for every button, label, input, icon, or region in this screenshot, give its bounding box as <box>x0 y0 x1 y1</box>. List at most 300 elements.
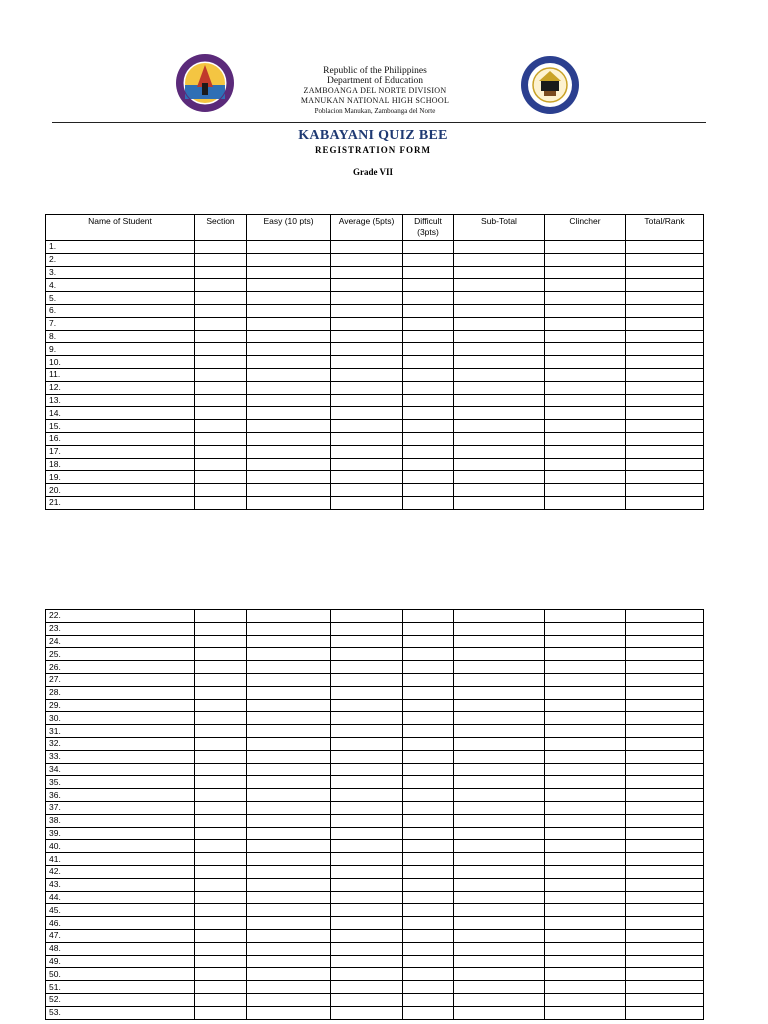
clincher-cell[interactable] <box>545 840 626 853</box>
easy-cell[interactable] <box>247 968 331 981</box>
difficult-cell[interactable] <box>403 981 454 994</box>
subtotal-cell[interactable] <box>454 610 545 623</box>
difficult-cell[interactable] <box>403 458 454 471</box>
average-cell[interactable] <box>331 840 403 853</box>
total-rank-cell[interactable] <box>626 458 704 471</box>
clincher-cell[interactable] <box>545 955 626 968</box>
clincher-cell[interactable] <box>545 1006 626 1019</box>
section-cell[interactable] <box>195 827 247 840</box>
average-cell[interactable] <box>331 622 403 635</box>
total-rank-cell[interactable] <box>626 712 704 725</box>
clincher-cell[interactable] <box>545 445 626 458</box>
clincher-cell[interactable] <box>545 981 626 994</box>
easy-cell[interactable] <box>247 853 331 866</box>
section-cell[interactable] <box>195 279 247 292</box>
total-rank-cell[interactable] <box>626 1006 704 1019</box>
difficult-cell[interactable] <box>403 279 454 292</box>
clincher-cell[interactable] <box>545 865 626 878</box>
difficult-cell[interactable] <box>403 763 454 776</box>
difficult-cell[interactable] <box>403 471 454 484</box>
easy-cell[interactable] <box>247 801 331 814</box>
section-cell[interactable] <box>195 699 247 712</box>
section-cell[interactable] <box>195 814 247 827</box>
subtotal-cell[interactable] <box>454 673 545 686</box>
average-cell[interactable] <box>331 878 403 891</box>
subtotal-cell[interactable] <box>454 648 545 661</box>
section-cell[interactable] <box>195 330 247 343</box>
difficult-cell[interactable] <box>403 750 454 763</box>
average-cell[interactable] <box>331 458 403 471</box>
difficult-cell[interactable] <box>403 420 454 433</box>
section-cell[interactable] <box>195 317 247 330</box>
subtotal-cell[interactable] <box>454 1006 545 1019</box>
easy-cell[interactable] <box>247 394 331 407</box>
difficult-cell[interactable] <box>403 381 454 394</box>
difficult-cell[interactable] <box>403 917 454 930</box>
row-number[interactable]: 46. <box>46 917 195 930</box>
difficult-cell[interactable] <box>403 317 454 330</box>
clincher-cell[interactable] <box>545 929 626 942</box>
row-number[interactable]: 18. <box>46 458 195 471</box>
easy-cell[interactable] <box>247 407 331 420</box>
difficult-cell[interactable] <box>403 622 454 635</box>
total-rank-cell[interactable] <box>626 368 704 381</box>
subtotal-cell[interactable] <box>454 853 545 866</box>
easy-cell[interactable] <box>247 993 331 1006</box>
subtotal-cell[interactable] <box>454 356 545 369</box>
easy-cell[interactable] <box>247 471 331 484</box>
clincher-cell[interactable] <box>545 712 626 725</box>
clincher-cell[interactable] <box>545 304 626 317</box>
easy-cell[interactable] <box>247 343 331 356</box>
easy-cell[interactable] <box>247 458 331 471</box>
total-rank-cell[interactable] <box>626 279 704 292</box>
clincher-cell[interactable] <box>545 750 626 763</box>
row-number[interactable]: 24. <box>46 635 195 648</box>
easy-cell[interactable] <box>247 304 331 317</box>
clincher-cell[interactable] <box>545 891 626 904</box>
average-cell[interactable] <box>331 471 403 484</box>
average-cell[interactable] <box>331 776 403 789</box>
subtotal-cell[interactable] <box>454 445 545 458</box>
average-cell[interactable] <box>331 968 403 981</box>
subtotal-cell[interactable] <box>454 865 545 878</box>
easy-cell[interactable] <box>247 686 331 699</box>
average-cell[interactable] <box>331 266 403 279</box>
difficult-cell[interactable] <box>403 725 454 738</box>
subtotal-cell[interactable] <box>454 266 545 279</box>
clincher-cell[interactable] <box>545 776 626 789</box>
clincher-cell[interactable] <box>545 737 626 750</box>
easy-cell[interactable] <box>247 420 331 433</box>
section-cell[interactable] <box>195 458 247 471</box>
average-cell[interactable] <box>331 279 403 292</box>
average-cell[interactable] <box>331 750 403 763</box>
clincher-cell[interactable] <box>545 458 626 471</box>
section-cell[interactable] <box>195 648 247 661</box>
clincher-cell[interactable] <box>545 801 626 814</box>
average-cell[interactable] <box>331 789 403 802</box>
section-cell[interactable] <box>195 610 247 623</box>
difficult-cell[interactable] <box>403 840 454 853</box>
clincher-cell[interactable] <box>545 699 626 712</box>
total-rank-cell[interactable] <box>626 853 704 866</box>
row-number[interactable]: 22. <box>46 610 195 623</box>
average-cell[interactable] <box>331 368 403 381</box>
section-cell[interactable] <box>195 981 247 994</box>
total-rank-cell[interactable] <box>626 968 704 981</box>
total-rank-cell[interactable] <box>626 699 704 712</box>
easy-cell[interactable] <box>247 622 331 635</box>
difficult-cell[interactable] <box>403 304 454 317</box>
subtotal-cell[interactable] <box>454 814 545 827</box>
easy-cell[interactable] <box>247 827 331 840</box>
total-rank-cell[interactable] <box>626 917 704 930</box>
clincher-cell[interactable] <box>545 368 626 381</box>
clincher-cell[interactable] <box>545 993 626 1006</box>
total-rank-cell[interactable] <box>626 496 704 509</box>
total-rank-cell[interactable] <box>626 420 704 433</box>
clincher-cell[interactable] <box>545 407 626 420</box>
section-cell[interactable] <box>195 304 247 317</box>
clincher-cell[interactable] <box>545 789 626 802</box>
subtotal-cell[interactable] <box>454 955 545 968</box>
subtotal-cell[interactable] <box>454 750 545 763</box>
section-cell[interactable] <box>195 904 247 917</box>
total-rank-cell[interactable] <box>626 750 704 763</box>
average-cell[interactable] <box>331 343 403 356</box>
difficult-cell[interactable] <box>403 610 454 623</box>
total-rank-cell[interactable] <box>626 253 704 266</box>
easy-cell[interactable] <box>247 496 331 509</box>
total-rank-cell[interactable] <box>626 904 704 917</box>
average-cell[interactable] <box>331 635 403 648</box>
section-cell[interactable] <box>195 407 247 420</box>
section-cell[interactable] <box>195 968 247 981</box>
clincher-cell[interactable] <box>545 394 626 407</box>
subtotal-cell[interactable] <box>454 712 545 725</box>
row-number[interactable]: 43. <box>46 878 195 891</box>
clincher-cell[interactable] <box>545 635 626 648</box>
difficult-cell[interactable] <box>403 904 454 917</box>
subtotal-cell[interactable] <box>454 840 545 853</box>
total-rank-cell[interactable] <box>626 801 704 814</box>
easy-cell[interactable] <box>247 635 331 648</box>
easy-cell[interactable] <box>247 929 331 942</box>
average-cell[interactable] <box>331 304 403 317</box>
row-number[interactable]: 11. <box>46 368 195 381</box>
subtotal-cell[interactable] <box>454 394 545 407</box>
average-cell[interactable] <box>331 801 403 814</box>
difficult-cell[interactable] <box>403 356 454 369</box>
clincher-cell[interactable] <box>545 343 626 356</box>
easy-cell[interactable] <box>247 445 331 458</box>
easy-cell[interactable] <box>247 292 331 305</box>
easy-cell[interactable] <box>247 955 331 968</box>
row-number[interactable]: 48. <box>46 942 195 955</box>
clincher-cell[interactable] <box>545 253 626 266</box>
subtotal-cell[interactable] <box>454 737 545 750</box>
average-cell[interactable] <box>331 712 403 725</box>
section-cell[interactable] <box>195 673 247 686</box>
clincher-cell[interactable] <box>545 917 626 930</box>
row-number[interactable]: 40. <box>46 840 195 853</box>
easy-cell[interactable] <box>247 776 331 789</box>
clincher-cell[interactable] <box>545 686 626 699</box>
easy-cell[interactable] <box>247 253 331 266</box>
average-cell[interactable] <box>331 330 403 343</box>
subtotal-cell[interactable] <box>454 878 545 891</box>
difficult-cell[interactable] <box>403 253 454 266</box>
difficult-cell[interactable] <box>403 865 454 878</box>
subtotal-cell[interactable] <box>454 304 545 317</box>
difficult-cell[interactable] <box>403 993 454 1006</box>
difficult-cell[interactable] <box>403 942 454 955</box>
subtotal-cell[interactable] <box>454 929 545 942</box>
difficult-cell[interactable] <box>403 496 454 509</box>
average-cell[interactable] <box>331 686 403 699</box>
average-cell[interactable] <box>331 981 403 994</box>
total-rank-cell[interactable] <box>626 432 704 445</box>
section-cell[interactable] <box>195 789 247 802</box>
total-rank-cell[interactable] <box>626 635 704 648</box>
total-rank-cell[interactable] <box>626 381 704 394</box>
section-cell[interactable] <box>195 622 247 635</box>
clincher-cell[interactable] <box>545 471 626 484</box>
average-cell[interactable] <box>331 955 403 968</box>
easy-cell[interactable] <box>247 981 331 994</box>
difficult-cell[interactable] <box>403 814 454 827</box>
average-cell[interactable] <box>331 661 403 674</box>
easy-cell[interactable] <box>247 330 331 343</box>
difficult-cell[interactable] <box>403 827 454 840</box>
total-rank-cell[interactable] <box>626 840 704 853</box>
total-rank-cell[interactable] <box>626 484 704 497</box>
row-number[interactable]: 9. <box>46 343 195 356</box>
section-cell[interactable] <box>195 292 247 305</box>
total-rank-cell[interactable] <box>626 407 704 420</box>
average-cell[interactable] <box>331 725 403 738</box>
clincher-cell[interactable] <box>545 763 626 776</box>
subtotal-cell[interactable] <box>454 292 545 305</box>
row-number[interactable]: 39. <box>46 827 195 840</box>
total-rank-cell[interactable] <box>626 686 704 699</box>
section-cell[interactable] <box>195 496 247 509</box>
row-number[interactable]: 50. <box>46 968 195 981</box>
total-rank-cell[interactable] <box>626 292 704 305</box>
difficult-cell[interactable] <box>403 635 454 648</box>
difficult-cell[interactable] <box>403 878 454 891</box>
total-rank-cell[interactable] <box>626 814 704 827</box>
total-rank-cell[interactable] <box>626 827 704 840</box>
row-number[interactable]: 36. <box>46 789 195 802</box>
easy-cell[interactable] <box>247 610 331 623</box>
average-cell[interactable] <box>331 648 403 661</box>
row-number[interactable]: 33. <box>46 750 195 763</box>
average-cell[interactable] <box>331 432 403 445</box>
difficult-cell[interactable] <box>403 853 454 866</box>
easy-cell[interactable] <box>247 942 331 955</box>
clincher-cell[interactable] <box>545 381 626 394</box>
section-cell[interactable] <box>195 737 247 750</box>
easy-cell[interactable] <box>247 279 331 292</box>
row-number[interactable]: 45. <box>46 904 195 917</box>
easy-cell[interactable] <box>247 712 331 725</box>
row-number[interactable]: 31. <box>46 725 195 738</box>
subtotal-cell[interactable] <box>454 420 545 433</box>
difficult-cell[interactable] <box>403 712 454 725</box>
clincher-cell[interactable] <box>545 725 626 738</box>
total-rank-cell[interactable] <box>626 955 704 968</box>
row-number[interactable]: 6. <box>46 304 195 317</box>
difficult-cell[interactable] <box>403 484 454 497</box>
average-cell[interactable] <box>331 356 403 369</box>
easy-cell[interactable] <box>247 750 331 763</box>
row-number[interactable]: 29. <box>46 699 195 712</box>
section-cell[interactable] <box>195 343 247 356</box>
easy-cell[interactable] <box>247 737 331 750</box>
difficult-cell[interactable] <box>403 266 454 279</box>
section-cell[interactable] <box>195 750 247 763</box>
subtotal-cell[interactable] <box>454 317 545 330</box>
difficult-cell[interactable] <box>403 1006 454 1019</box>
total-rank-cell[interactable] <box>626 317 704 330</box>
easy-cell[interactable] <box>247 814 331 827</box>
average-cell[interactable] <box>331 673 403 686</box>
easy-cell[interactable] <box>247 865 331 878</box>
easy-cell[interactable] <box>247 317 331 330</box>
subtotal-cell[interactable] <box>454 241 545 254</box>
average-cell[interactable] <box>331 865 403 878</box>
difficult-cell[interactable] <box>403 673 454 686</box>
difficult-cell[interactable] <box>403 368 454 381</box>
easy-cell[interactable] <box>247 266 331 279</box>
subtotal-cell[interactable] <box>454 917 545 930</box>
difficult-cell[interactable] <box>403 445 454 458</box>
difficult-cell[interactable] <box>403 407 454 420</box>
easy-cell[interactable] <box>247 699 331 712</box>
clincher-cell[interactable] <box>545 673 626 686</box>
difficult-cell[interactable] <box>403 343 454 356</box>
difficult-cell[interactable] <box>403 699 454 712</box>
clincher-cell[interactable] <box>545 878 626 891</box>
difficult-cell[interactable] <box>403 330 454 343</box>
clincher-cell[interactable] <box>545 420 626 433</box>
clincher-cell[interactable] <box>545 292 626 305</box>
section-cell[interactable] <box>195 712 247 725</box>
total-rank-cell[interactable] <box>626 445 704 458</box>
difficult-cell[interactable] <box>403 776 454 789</box>
difficult-cell[interactable] <box>403 241 454 254</box>
section-cell[interactable] <box>195 763 247 776</box>
subtotal-cell[interactable] <box>454 279 545 292</box>
difficult-cell[interactable] <box>403 801 454 814</box>
easy-cell[interactable] <box>247 725 331 738</box>
total-rank-cell[interactable] <box>626 865 704 878</box>
clincher-cell[interactable] <box>545 279 626 292</box>
clincher-cell[interactable] <box>545 241 626 254</box>
row-number[interactable]: 5. <box>46 292 195 305</box>
average-cell[interactable] <box>331 496 403 509</box>
average-cell[interactable] <box>331 917 403 930</box>
clincher-cell[interactable] <box>545 942 626 955</box>
section-cell[interactable] <box>195 725 247 738</box>
subtotal-cell[interactable] <box>454 484 545 497</box>
subtotal-cell[interactable] <box>454 686 545 699</box>
row-number[interactable]: 14. <box>46 407 195 420</box>
total-rank-cell[interactable] <box>626 789 704 802</box>
average-cell[interactable] <box>331 853 403 866</box>
row-number[interactable]: 27. <box>46 673 195 686</box>
total-rank-cell[interactable] <box>626 330 704 343</box>
difficult-cell[interactable] <box>403 432 454 445</box>
subtotal-cell[interactable] <box>454 330 545 343</box>
row-number[interactable]: 10. <box>46 356 195 369</box>
row-number[interactable]: 13. <box>46 394 195 407</box>
average-cell[interactable] <box>331 814 403 827</box>
total-rank-cell[interactable] <box>626 661 704 674</box>
total-rank-cell[interactable] <box>626 610 704 623</box>
clincher-cell[interactable] <box>545 853 626 866</box>
average-cell[interactable] <box>331 407 403 420</box>
difficult-cell[interactable] <box>403 394 454 407</box>
subtotal-cell[interactable] <box>454 253 545 266</box>
section-cell[interactable] <box>195 1006 247 1019</box>
easy-cell[interactable] <box>247 904 331 917</box>
row-number[interactable]: 44. <box>46 891 195 904</box>
row-number[interactable]: 17. <box>46 445 195 458</box>
section-cell[interactable] <box>195 891 247 904</box>
subtotal-cell[interactable] <box>454 432 545 445</box>
average-cell[interactable] <box>331 420 403 433</box>
section-cell[interactable] <box>195 686 247 699</box>
row-number[interactable]: 53. <box>46 1006 195 1019</box>
difficult-cell[interactable] <box>403 661 454 674</box>
easy-cell[interactable] <box>247 878 331 891</box>
total-rank-cell[interactable] <box>626 673 704 686</box>
row-number[interactable]: 37. <box>46 801 195 814</box>
average-cell[interactable] <box>331 241 403 254</box>
subtotal-cell[interactable] <box>454 381 545 394</box>
row-number[interactable]: 7. <box>46 317 195 330</box>
row-number[interactable]: 8. <box>46 330 195 343</box>
clincher-cell[interactable] <box>545 432 626 445</box>
average-cell[interactable] <box>331 445 403 458</box>
subtotal-cell[interactable] <box>454 968 545 981</box>
average-cell[interactable] <box>331 827 403 840</box>
subtotal-cell[interactable] <box>454 368 545 381</box>
row-number[interactable]: 51. <box>46 981 195 994</box>
subtotal-cell[interactable] <box>454 661 545 674</box>
section-cell[interactable] <box>195 776 247 789</box>
total-rank-cell[interactable] <box>626 356 704 369</box>
row-number[interactable]: 34. <box>46 763 195 776</box>
section-cell[interactable] <box>195 661 247 674</box>
section-cell[interactable] <box>195 368 247 381</box>
easy-cell[interactable] <box>247 891 331 904</box>
easy-cell[interactable] <box>247 661 331 674</box>
average-cell[interactable] <box>331 699 403 712</box>
section-cell[interactable] <box>195 253 247 266</box>
subtotal-cell[interactable] <box>454 763 545 776</box>
difficult-cell[interactable] <box>403 929 454 942</box>
subtotal-cell[interactable] <box>454 622 545 635</box>
section-cell[interactable] <box>195 865 247 878</box>
subtotal-cell[interactable] <box>454 801 545 814</box>
section-cell[interactable] <box>195 801 247 814</box>
total-rank-cell[interactable] <box>626 266 704 279</box>
difficult-cell[interactable] <box>403 789 454 802</box>
